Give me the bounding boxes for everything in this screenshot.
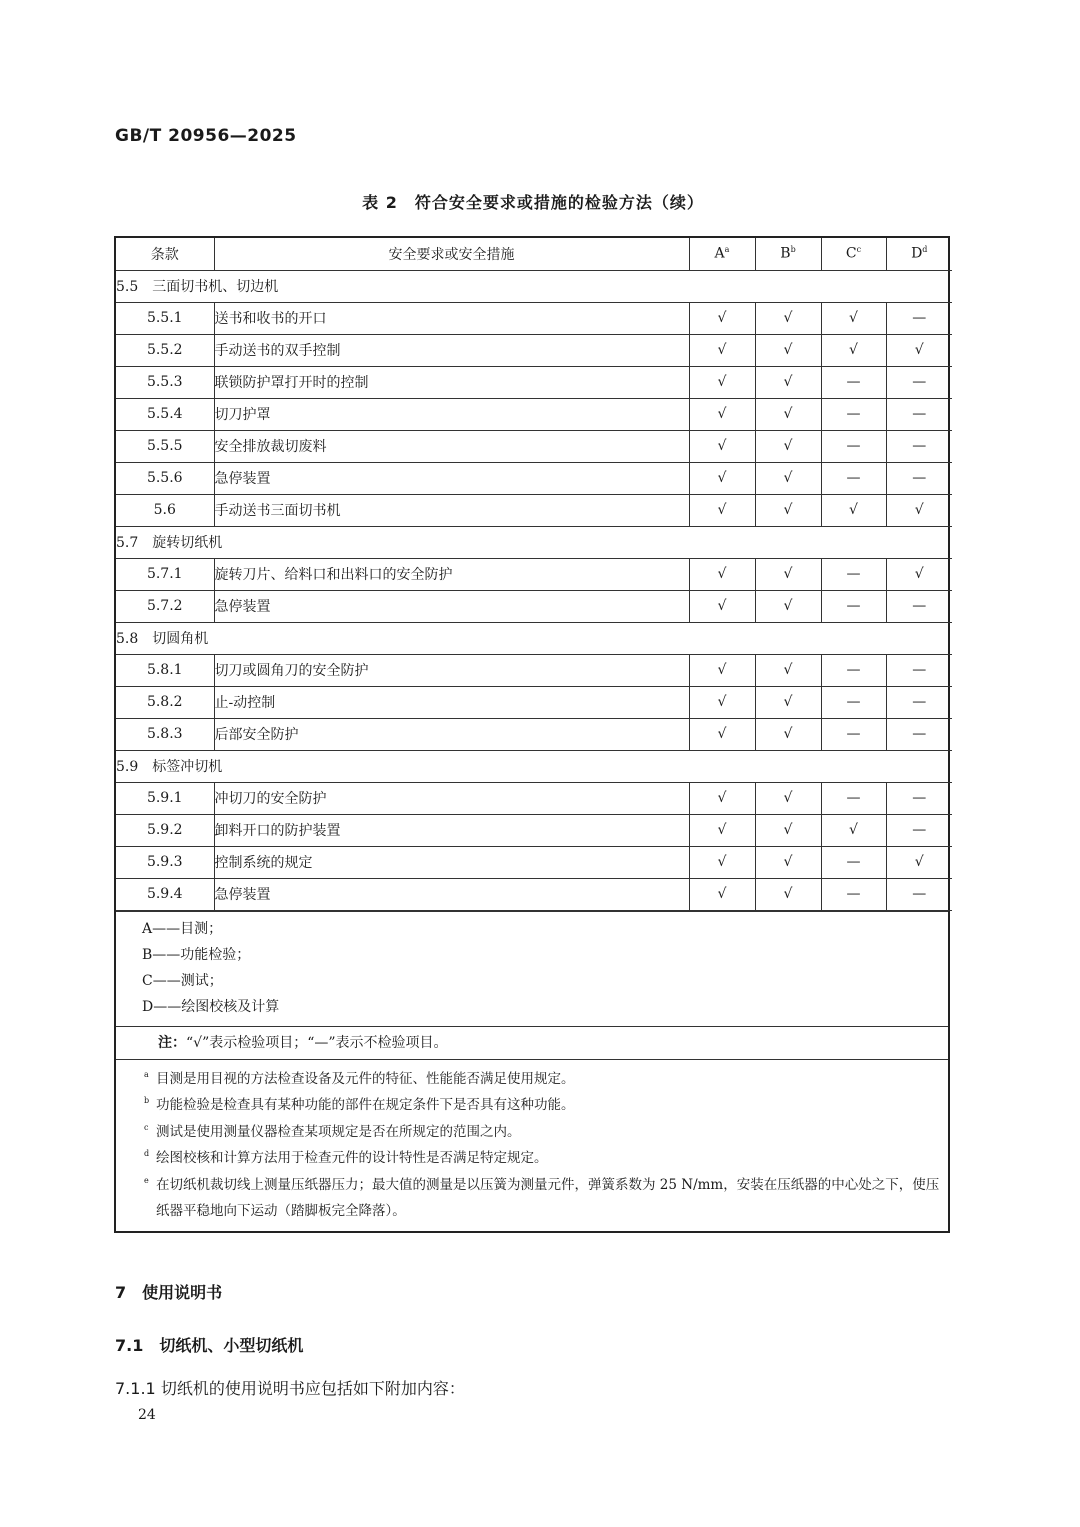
header-clause: 条款 [116, 238, 214, 270]
method-a-cell: √ [689, 302, 755, 334]
section-heading-row [116, 526, 952, 558]
header-b: $B^b$ [755, 238, 821, 270]
footnote-text: 绘图校核和计算方法用于检查元件的设计特性是否满足特定规定。 [156, 1150, 548, 1166]
table-row [116, 654, 952, 686]
footnote-mark: d [144, 1149, 150, 1158]
method-a-cell: √ [689, 334, 755, 366]
clause-cell: 5.9.3 [116, 846, 214, 878]
legend-item: D——绘图校核及计算 [142, 998, 280, 1015]
standard-code: GB/T 20956—2025 [115, 126, 297, 146]
clause-cell: 5.7.1 [116, 558, 214, 590]
section-heading-row [116, 270, 952, 302]
method-d-cell: — [886, 878, 952, 910]
method-a-cell: √ [689, 398, 755, 430]
method-a-cell: √ [689, 366, 755, 398]
method-c-cell: — [821, 846, 886, 878]
section-7-heading: 7 使用说明书 [115, 1283, 223, 1302]
table-row [116, 590, 952, 622]
method-d-cell: — [886, 718, 952, 750]
note-text: “√”表示检验项目；“—”表示不检验项目。 [186, 1034, 448, 1051]
table-row [116, 782, 952, 814]
table-row [116, 718, 952, 750]
method-a-cell: √ [689, 590, 755, 622]
section-7-1-heading: 7.1 切纸机、小型切纸机 [115, 1336, 304, 1355]
requirement-cell: 手动送书三面切书机 [214, 494, 689, 526]
method-d-cell: √ [886, 558, 952, 590]
section-7-1-1-text: 切纸机的使用说明书应包括如下附加内容： [160, 1379, 465, 1398]
requirement-cell: 联锁防护罩打开时的控制 [214, 366, 689, 398]
clause-cell: 5.7.2 [116, 590, 214, 622]
section-heading: 5.7 旋转切纸机 [116, 526, 952, 558]
method-a-cell: √ [689, 558, 755, 590]
footnote-item [144, 1092, 940, 1119]
table-row [116, 558, 952, 590]
footnote-text: 功能检验是检查具有某种功能的部件在规定条件下是否具有这种功能。 [156, 1097, 575, 1113]
section-heading: 5.5 三面切书机、切边机 [116, 270, 952, 302]
method-d-cell: √ [886, 846, 952, 878]
footnote-item [144, 1145, 940, 1172]
method-a-cell: √ [689, 430, 755, 462]
table-row [116, 686, 952, 718]
method-b-cell: √ [755, 718, 821, 750]
method-d-cell: — [886, 462, 952, 494]
footnote-item [144, 1172, 940, 1225]
table-row [116, 494, 952, 526]
clause-cell: 5.5.6 [116, 462, 214, 494]
header-d: $D^d$ [886, 238, 952, 270]
method-d-cell: √ [886, 334, 952, 366]
method-c-cell: √ [821, 302, 886, 334]
footnote-text: 在切纸机裁切线上测量压纸器压力；最大值的测量是以压簧为测量元件，弹簧系数为 25 N/mm，安装在压纸器的中心处之下，使压纸器平稳地向下运动（踏脚板完全降落）。 [156, 1176, 940, 1219]
method-d-cell: — [886, 590, 952, 622]
footnote-ref-c: c [856, 245, 862, 255]
table-row [116, 462, 952, 494]
method-a-cell: √ [689, 686, 755, 718]
table-row [116, 846, 952, 878]
footnote-mark: a [144, 1069, 149, 1079]
footnote-mark: e [144, 1175, 149, 1185]
footnote-mark: b [144, 1096, 150, 1105]
requirement-cell: 旋转刀片、给料口和出料口的安全防护 [214, 558, 689, 590]
requirement-cell: 急停装置 [214, 590, 689, 622]
method-b-cell: √ [755, 334, 821, 366]
header-requirement: 安全要求或安全措施 [214, 238, 689, 270]
clause-cell: 5.5.5 [116, 430, 214, 462]
clause-cell: 5.5.4 [116, 398, 214, 430]
table-row [116, 814, 952, 846]
method-d-cell: — [886, 814, 952, 846]
table-body [116, 238, 952, 910]
method-c-cell: √ [821, 814, 886, 846]
method-legend [116, 911, 948, 1026]
method-c-cell: √ [821, 494, 886, 526]
clause-cell: 5.9.2 [116, 814, 214, 846]
requirement-cell: 手动送书的双手控制 [214, 334, 689, 366]
table-note [116, 1026, 948, 1059]
requirement-cell: 冲切刀的安全防护 [214, 782, 689, 814]
method-a-cell: √ [689, 846, 755, 878]
method-d-cell: — [886, 686, 952, 718]
clause-cell: 5.5.2 [116, 334, 214, 366]
clause-cell: 5.5.1 [116, 302, 214, 334]
method-d-cell: — [886, 398, 952, 430]
method-b-cell: √ [755, 878, 821, 910]
method-b-cell: √ [755, 654, 821, 686]
method-c-cell: √ [821, 334, 886, 366]
requirement-cell: 切刀或圆角刀的安全防护 [214, 654, 689, 686]
method-a-cell: √ [689, 718, 755, 750]
method-b-cell: √ [755, 366, 821, 398]
method-b-cell: √ [755, 686, 821, 718]
footnote-text: 测试是使用测量仪器检查某项规定是否在所规定的范围之内。 [156, 1123, 521, 1140]
section-heading-row [116, 622, 952, 654]
clause-cell: 5.6 [116, 494, 214, 526]
section-heading: 5.9 标签冲切机 [116, 750, 952, 782]
method-b-cell: √ [755, 430, 821, 462]
method-c-cell: — [821, 558, 886, 590]
method-c-cell: — [821, 462, 886, 494]
footnote-mark: c [144, 1122, 149, 1132]
section-7-1-1-number: 7.1.1 [115, 1379, 156, 1398]
page-number: 24 [138, 1407, 156, 1423]
clause-cell: 5.8.2 [116, 686, 214, 718]
method-a-cell: √ [689, 494, 755, 526]
section-7-1-1-paragraph [115, 1376, 465, 1399]
requirement-cell: 后部安全防护 [214, 718, 689, 750]
note-label: 注： [158, 1034, 186, 1051]
method-b-cell: √ [755, 462, 821, 494]
method-d-cell: — [886, 654, 952, 686]
table-row [116, 430, 952, 462]
method-c-cell: — [821, 654, 886, 686]
method-d-cell: — [886, 366, 952, 398]
method-a-cell: √ [689, 782, 755, 814]
legend-item: C——测试； [142, 972, 223, 989]
method-b-cell: √ [755, 846, 821, 878]
inspection-table [114, 236, 950, 1233]
method-a-cell: √ [689, 878, 755, 910]
footnote-ref-a: a [724, 245, 730, 255]
method-c-cell: — [821, 398, 886, 430]
header-a: $A^a$ [689, 238, 755, 270]
requirement-cell: 急停装置 [214, 462, 689, 494]
method-d-cell: √ [886, 494, 952, 526]
method-c-cell: — [821, 686, 886, 718]
method-b-cell: √ [755, 782, 821, 814]
requirement-cell: 切刀护罩 [214, 398, 689, 430]
requirement-cell: 止-动控制 [214, 686, 689, 718]
method-b-cell: √ [755, 590, 821, 622]
method-b-cell: √ [755, 558, 821, 590]
legend-item: A——目测； [142, 920, 223, 937]
footnote-ref-b: b [790, 245, 796, 255]
requirement-cell: 送书和收书的开口 [214, 302, 689, 334]
table-row [116, 398, 952, 430]
footnote-ref-d: d [922, 245, 928, 255]
table-row [116, 366, 952, 398]
table-row [116, 334, 952, 366]
inspection-table-grid [116, 238, 952, 911]
requirement-cell: 安全排放裁切废料 [214, 430, 689, 462]
method-b-cell: √ [755, 494, 821, 526]
legend-item: B——功能检验； [142, 946, 251, 963]
requirement-cell: 控制系统的规定 [214, 846, 689, 878]
footnote-text: 目测是用目视的方法检查设备及元件的特征、性能能否满足使用规定。 [156, 1070, 575, 1087]
table-row [116, 302, 952, 334]
clause-cell: 5.5.3 [116, 366, 214, 398]
table-footnotes [116, 1059, 948, 1231]
method-c-cell: — [821, 782, 886, 814]
method-b-cell: √ [755, 398, 821, 430]
table-header-row [116, 238, 952, 270]
section-heading: 5.8 切圆角机 [116, 622, 952, 654]
method-c-cell: — [821, 366, 886, 398]
table-title: 表 2 符合安全要求或措施的检验方法（续） [362, 193, 704, 212]
footnote-item [144, 1119, 940, 1146]
method-a-cell: √ [689, 462, 755, 494]
method-c-cell: — [821, 878, 886, 910]
method-b-cell: √ [755, 302, 821, 334]
method-c-cell: — [821, 590, 886, 622]
clause-cell: 5.8.3 [116, 718, 214, 750]
clause-cell: 5.8.1 [116, 654, 214, 686]
header-c: $C^c$ [821, 238, 886, 270]
method-d-cell: — [886, 302, 952, 334]
requirement-cell: 卸料开口的防护装置 [214, 814, 689, 846]
table-row [116, 878, 952, 910]
method-c-cell: — [821, 430, 886, 462]
method-d-cell: — [886, 430, 952, 462]
method-d-cell: — [886, 782, 952, 814]
footnote-item [144, 1066, 940, 1093]
requirement-cell: 急停装置 [214, 878, 689, 910]
method-a-cell: √ [689, 814, 755, 846]
method-c-cell: — [821, 718, 886, 750]
clause-cell: 5.9.1 [116, 782, 214, 814]
method-b-cell: √ [755, 814, 821, 846]
clause-cell: 5.9.4 [116, 878, 214, 910]
method-a-cell: √ [689, 654, 755, 686]
section-heading-row [116, 750, 952, 782]
